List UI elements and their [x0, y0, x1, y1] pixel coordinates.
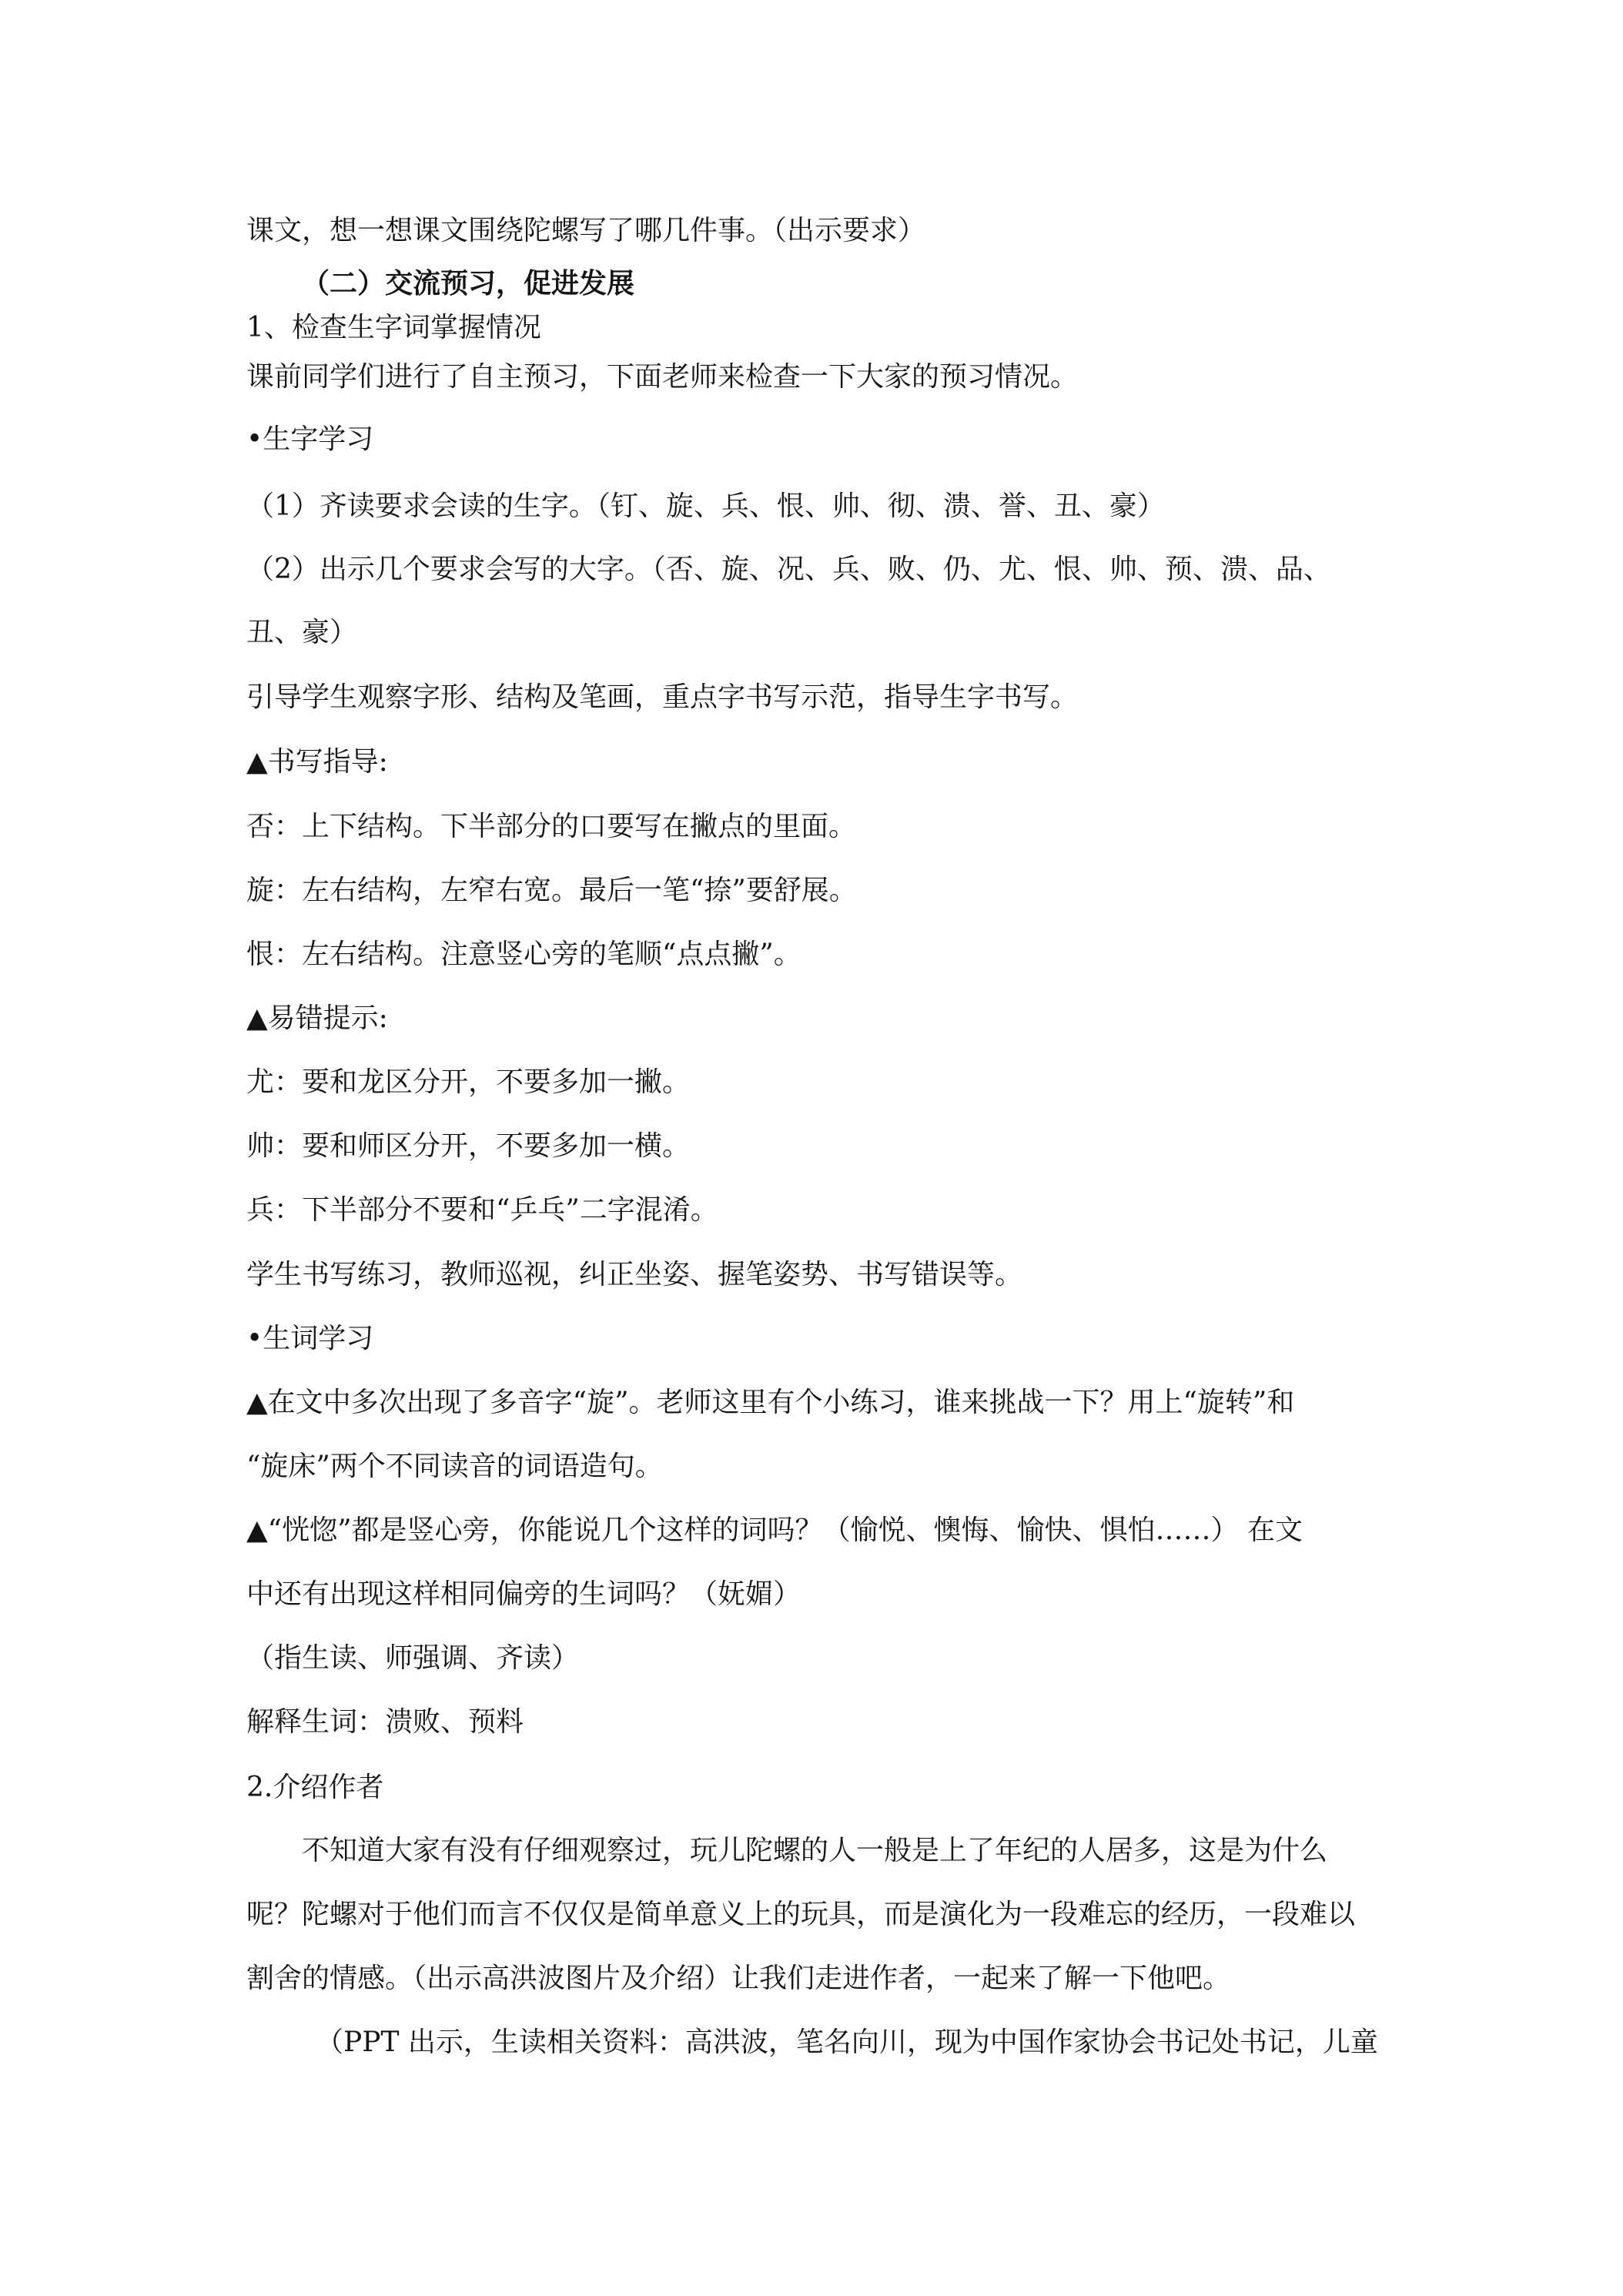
text-line: （指生读、师强调、齐读）	[246, 1642, 580, 1674]
text-line: ▲在文中多次出现了多音字“旋”。老师这里有个小练习，谁来挑战一下？用上“旋转”和	[246, 1387, 1295, 1418]
paragraph-line: 不知道大家有没有仔细观察过，玩儿陀螺的人一般是上了年纪的人居多，这是为什么	[302, 1835, 1328, 1866]
text-line: 否：上下结构。下半部分的口要写在撇点的里面。	[246, 811, 857, 842]
text-line: 学生书写练习，教师巡视，纠正坐姿、握笔姿势、书写错误等。	[246, 1259, 1023, 1290]
text-line: 中还有出现这样相同偏旁的生词吗？（妩媚）	[246, 1578, 801, 1610]
bullet-heading: •生字学习	[246, 423, 374, 455]
text-line: 丑、豪）	[246, 617, 358, 648]
text-line: 兵：下半部分不要和“乒乓”二字混淆。	[246, 1194, 718, 1226]
text-line: “旋床”两个不同读音的词语造句。	[246, 1451, 663, 1482]
section-heading: （二）交流预习，促进发展	[302, 267, 635, 300]
bullet-heading: •生词学习	[246, 1323, 374, 1354]
text-span: （2）出示几个要求会写的大字。（否、旋、况、兵、败、仍、尤、恨、帅、预、溃、品、	[246, 554, 1331, 585]
text-line: 课文，想一想课文围绕陀螺写了哪几件事。（出示要求）	[246, 215, 926, 246]
text-line: （1）齐读要求会读的生字。（钉、旋、兵、恨、帅、彻、溃、誉、丑、豪）	[246, 490, 1165, 522]
note-heading: ▲易错提示:	[246, 1002, 388, 1034]
subheading: 1、检查生字词掌握情况	[246, 312, 541, 343]
text-line: 恨：左右结构。注意竖心旁的笔顺“点点撇”。	[246, 939, 801, 970]
subheading: 2.介绍作者	[246, 1772, 384, 1803]
paragraph-line: 割舍的情感。（出示高洪波图片及介绍）让我们走进作者，一起来了解一下他吧。	[246, 1963, 1231, 1994]
text-line	[246, 553, 1386, 587]
paragraph-line: 呢？陀螺对于他们而言不仅仅是简单意义上的玩具，而是演化为一段难忘的经历，一段难以	[246, 1899, 1356, 1930]
text-line: 课前同学们进行了自主预习，下面老师来检查一下大家的预习情况。	[246, 361, 1079, 393]
text-line: 旋：左右结构，左窄右宽。最后一笔“捺”要舒展。	[246, 875, 857, 906]
text-line: 帅：要和师区分开，不要多加一横。	[246, 1130, 691, 1162]
text-line: 尤：要和龙区分开，不要多加一撇。	[246, 1066, 691, 1098]
text-line: 引导学生观察字形、结构及笔画，重点字书写示范，指导生字书写。	[246, 681, 1079, 713]
paragraph-line: （PPT 出示，生读相关资料：高洪波，笔名向川，现为中国作家协会书记处书记，儿童	[316, 2027, 1378, 2058]
text-line: ▲“恍惚”都是竖心旁，你能说几个这样的词吗？（愉悦、懊悔、愉快、惧怕……） 在文	[246, 1514, 1303, 1546]
text-line: 解释生词：溃败、预料	[246, 1706, 524, 1738]
note-heading: ▲书写指导:	[246, 746, 388, 778]
